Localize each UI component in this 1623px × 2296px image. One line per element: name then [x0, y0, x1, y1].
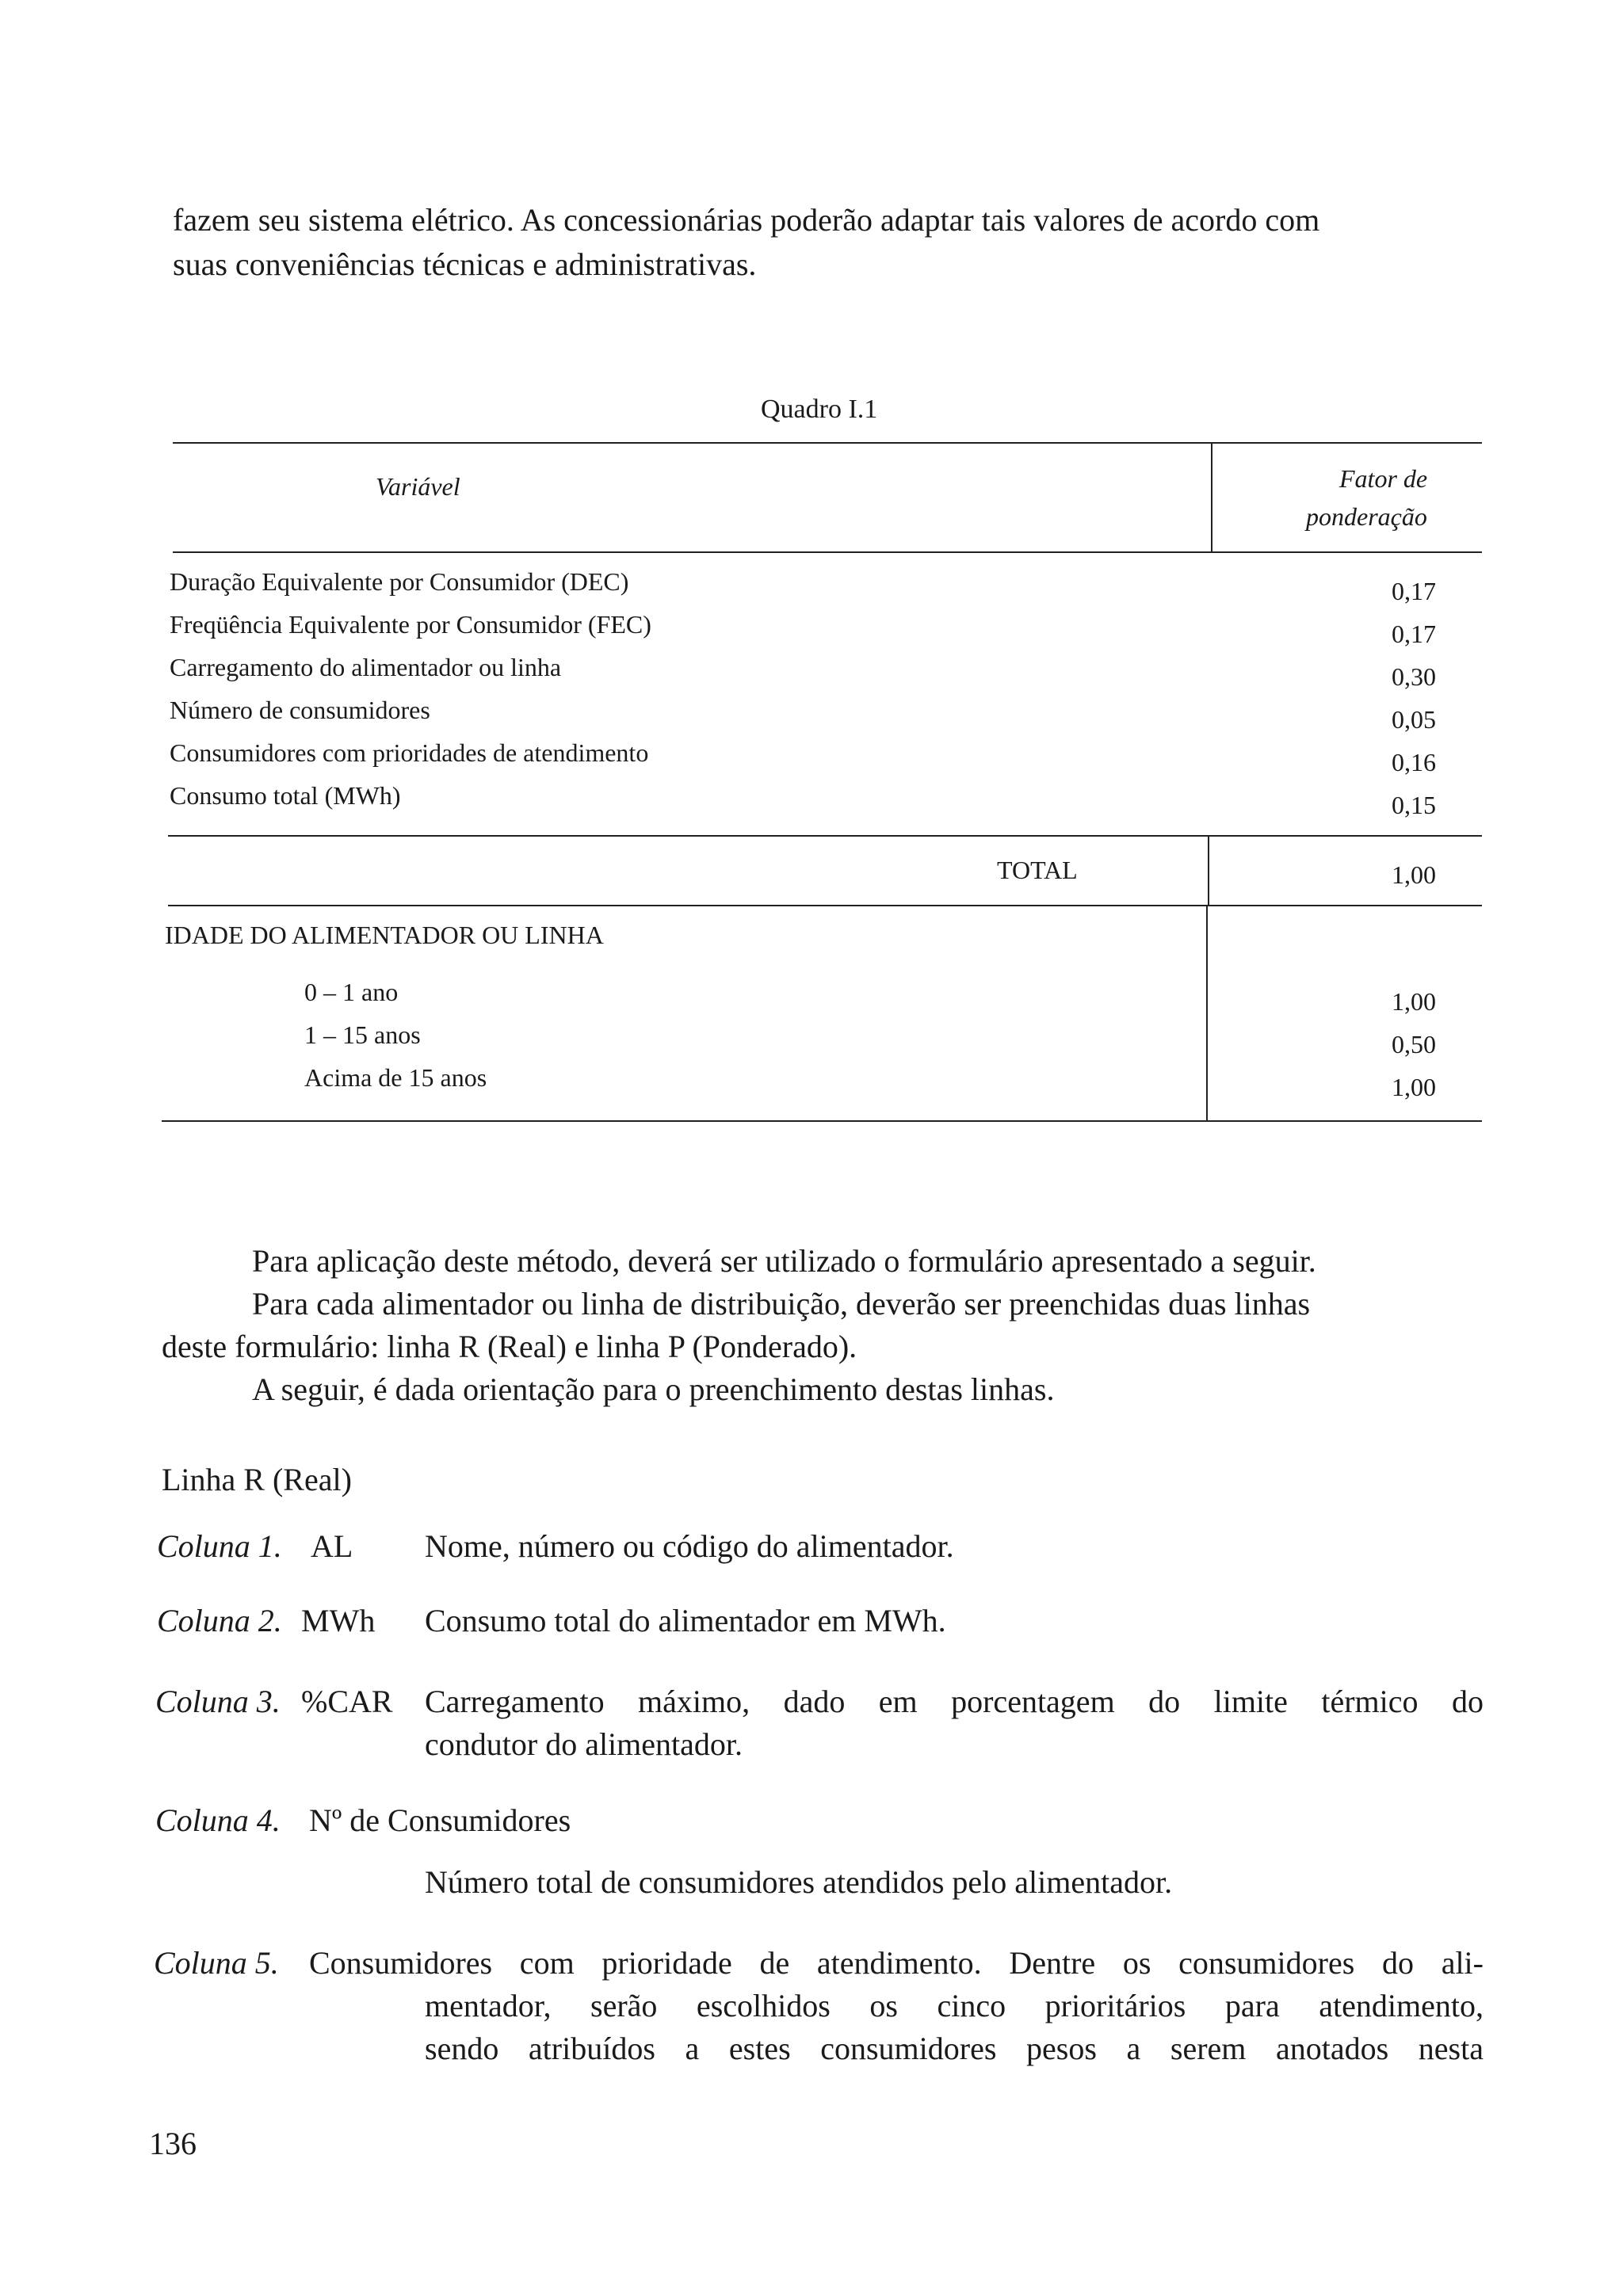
age-value-0-1: 1,00 — [1392, 987, 1436, 1016]
body-p3: A seguir, é dada orientação para o preenchimento destas linhas. — [252, 1371, 1055, 1407]
age-divider — [1206, 905, 1208, 1120]
body-p2-line1: Para cada alimentador ou linha de distribuição, deverão ser preenchidas duas linhas — [252, 1286, 1311, 1322]
intro-line-2: suas conveniências técnicas e administrativas. — [173, 246, 757, 282]
header-factor-2: ponderação — [1306, 502, 1427, 531]
coluna-2-code: MWh — [301, 1603, 376, 1638]
row-label-consumo: Consumo total (MWh) — [170, 781, 401, 810]
coluna-1-code: AL — [311, 1528, 353, 1564]
coluna-4-label: Coluna 4. — [155, 1802, 281, 1838]
row-label-fec: Freqüência Equivalente por Consumidor (FEC) — [170, 610, 651, 639]
age-value-1-15: 0,50 — [1392, 1030, 1436, 1058]
coluna-2-label: Coluna 2. — [157, 1603, 282, 1638]
row-value-carregamento: 0,30 — [1392, 662, 1436, 691]
total-divider — [1208, 835, 1209, 906]
age-heading: IDADE DO ALIMENTADOR OU LINHA — [165, 921, 604, 949]
row-label-consumidores: Número de consumidores — [170, 696, 430, 724]
coluna-1-label: Coluna 1. — [157, 1528, 282, 1564]
table-top-rule — [173, 442, 1482, 444]
table-bottom-rule — [162, 1120, 1482, 1122]
age-label-0-1: 0 – 1 ano — [304, 978, 399, 1006]
coluna-5-desc-line2: mentador, serão escolhidos os cinco prioritários para atendimento, — [425, 1988, 1484, 2023]
total-label: TOTAL — [997, 856, 1078, 884]
age-label-1-15: 1 – 15 anos — [304, 1020, 421, 1049]
header-bottom-rule — [173, 551, 1482, 553]
row-value-consumo: 0,15 — [1392, 791, 1436, 819]
coluna-5-label: Coluna 5. — [154, 1945, 279, 1981]
coluna-4-desc: Número total de consumidores atendidos pelo alimentador. — [425, 1864, 1173, 1900]
section-heading: Linha R (Real) — [162, 1462, 352, 1497]
body-p2-line2: deste formulário: linha R (Real) e linha P (Ponderado). — [162, 1329, 857, 1364]
coluna-4-code: Nº de Consumidores — [309, 1802, 571, 1838]
body-p1: Para aplicação deste método, deverá ser utilizado o formulário apresentado a seguir. — [252, 1243, 1316, 1279]
row-value-dec: 0,17 — [1392, 577, 1436, 605]
row-value-prioridades: 0,16 — [1392, 748, 1436, 776]
coluna-5-desc-line1: Consumidores com prioridade de atendimento. Dentre os consumidores do ali- — [309, 1945, 1484, 1981]
age-label-acima-15: Acima de 15 anos — [304, 1063, 487, 1092]
total-top-rule — [168, 835, 1482, 837]
table-caption: Quadro I.1 — [761, 395, 878, 424]
coluna-1-desc: Nome, número ou código do alimentador. — [425, 1528, 954, 1564]
coluna-3-desc-line2: condutor do alimentador. — [425, 1726, 743, 1762]
intro-line-1: fazem seu sistema elétrico. As concessionárias poderão adaptar tais valores de acordo com — [173, 202, 1320, 238]
coluna-3-desc-line1: Carregamento máximo, dado em porcentagem do limite térmico do — [425, 1684, 1484, 1719]
header-variable: Variável — [376, 472, 460, 501]
row-label-carregamento: Carregamento do alimentador ou linha — [170, 653, 562, 681]
coluna-3-label: Coluna 3. — [155, 1684, 281, 1719]
total-value: 1,00 — [1392, 860, 1436, 889]
row-value-fec: 0,17 — [1392, 620, 1436, 648]
coluna-3-code: %CAR — [301, 1684, 393, 1719]
coluna-2-desc: Consumo total do alimentador em MWh. — [425, 1603, 946, 1638]
coluna-5-desc-line3: sendo atribuídos a estes consumidores pesos a serem anotados nesta — [425, 2031, 1484, 2066]
row-label-prioridades: Consumidores com prioridades de atendimento — [170, 738, 649, 767]
header-factor-1: Fator de — [1339, 464, 1428, 493]
age-value-acima-15: 1,00 — [1392, 1073, 1436, 1101]
page-number: 136 — [149, 2126, 197, 2161]
header-divider — [1211, 442, 1212, 553]
total-bottom-rule — [168, 905, 1482, 906]
row-value-consumidores: 0,05 — [1392, 705, 1436, 734]
row-label-dec: Duração Equivalente por Consumidor (DEC) — [170, 567, 629, 596]
